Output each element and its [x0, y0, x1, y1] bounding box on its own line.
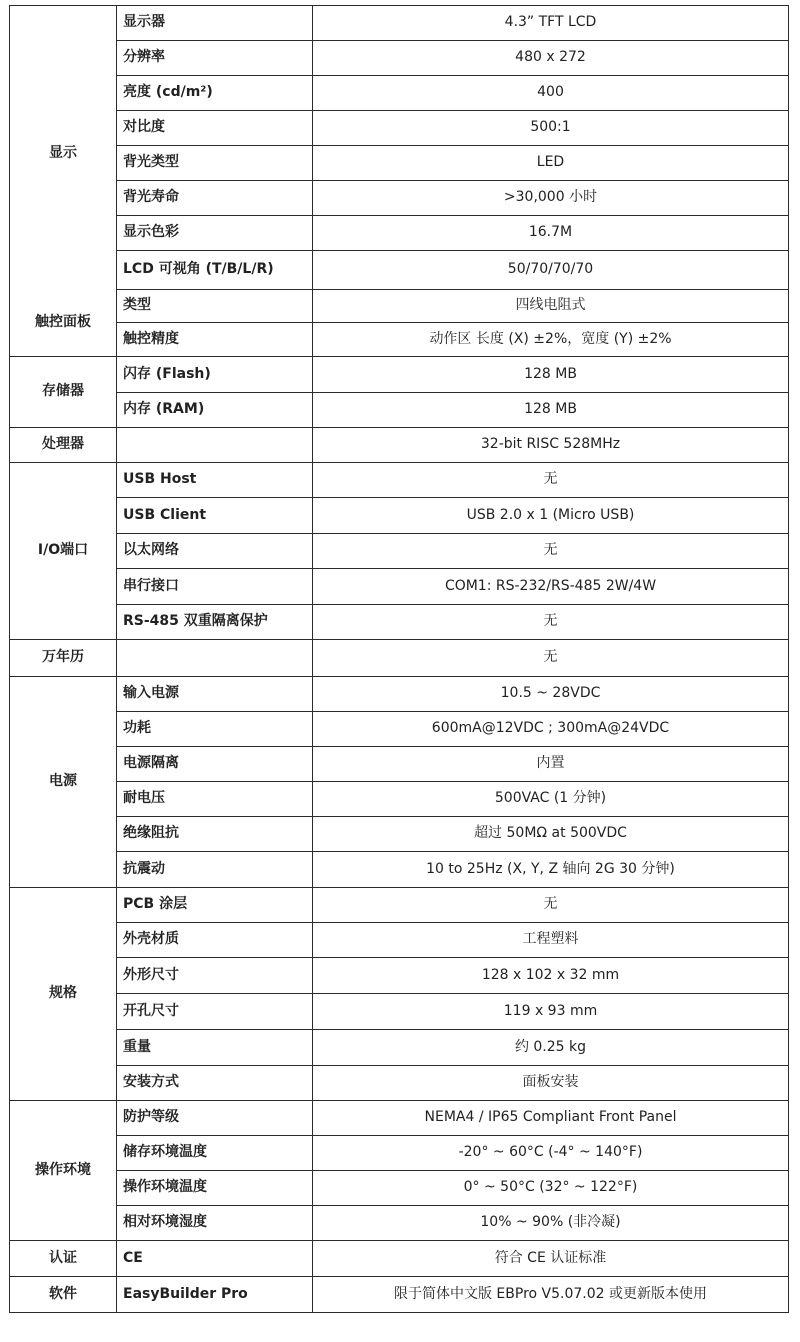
spec-label: 储存环境温度 [117, 1136, 313, 1171]
spec-label-empty [117, 428, 313, 463]
spec-label: 外壳材质 [117, 923, 313, 958]
table-row [10, 290, 789, 323]
table-row [10, 1277, 789, 1313]
spec-label: 分辨率 [117, 41, 313, 76]
table-row [10, 76, 789, 111]
spec-value: 119 x 93 mm [313, 994, 789, 1030]
spec-label: 绝缘阻抗 [117, 817, 313, 852]
spec-label: 抗震动 [117, 852, 313, 888]
spec-label: 对比度 [117, 111, 313, 146]
spec-value: 四线电阻式 [313, 290, 789, 323]
spec-value: 500:1 [313, 111, 789, 146]
table-row [10, 323, 789, 357]
spec-label: PCB 涂层 [117, 888, 313, 923]
spec-label-empty [117, 640, 313, 677]
spec-value: 4.3” TFT LCD [313, 6, 789, 41]
category-processor: 处理器 [10, 428, 117, 463]
spec-value: 16.7M [313, 216, 789, 251]
category-display: 显示 [49, 145, 77, 161]
spec-label: 类型 [117, 290, 313, 323]
spec-value: USB 2.0 x 1 (Micro USB) [313, 498, 789, 534]
category-storage: 存储器 [10, 357, 117, 428]
spec-label: 重量 [117, 1030, 313, 1066]
spec-value: 0° ~ 50°C (32° ~ 122°F) [313, 1171, 789, 1206]
table-row [10, 994, 789, 1030]
spec-value: 工程塑料 [313, 923, 789, 958]
spec-value: 无 [313, 640, 789, 677]
table-row [10, 498, 789, 534]
spec-label: 防护等级 [117, 1101, 313, 1136]
table-row [10, 747, 789, 782]
category-environment: 操作环境 [10, 1101, 117, 1241]
spec-label: 闪存 (Flash) [117, 357, 313, 393]
spec-label: 外形尺寸 [117, 958, 313, 994]
spec-label: 显示色彩 [117, 216, 313, 251]
spec-value: 32-bit RISC 528MHz [313, 428, 789, 463]
table-row [10, 569, 789, 605]
spec-value: 超过 50MΩ at 500VDC [313, 817, 789, 852]
table-row [10, 6, 789, 41]
spec-value: 10.5 ~ 28VDC [313, 677, 789, 712]
spec-value: 600mA@12VDC ; 300mA@24VDC [313, 712, 789, 747]
table-row [10, 817, 789, 852]
spec-label: 输入电源 [117, 677, 313, 712]
category-spec: 规格 [10, 888, 117, 1101]
spec-value: 内置 [313, 747, 789, 782]
spec-value: LED [313, 146, 789, 181]
table-row [10, 463, 789, 498]
table-row [10, 1241, 789, 1277]
spec-label: 背光类型 [117, 146, 313, 181]
spec-value: COM1: RS-232/RS-485 2W/4W [313, 569, 789, 605]
spec-label: 相对环境湿度 [117, 1206, 313, 1241]
spec-label: 亮度 (cd/m²) [117, 76, 313, 111]
spec-label: 触控精度 [117, 323, 313, 357]
spec-value: -20° ~ 60°C (-4° ~ 140°F) [313, 1136, 789, 1171]
spec-label: USB Client [117, 498, 313, 534]
category-io: I/O端口 [10, 463, 117, 640]
spec-value: 500VAC (1 分钟) [313, 782, 789, 817]
spec-label: 串行接口 [117, 569, 313, 605]
table-row [10, 888, 789, 923]
spec-label: RS-485 双重隔离保护 [117, 605, 313, 640]
table-row [10, 357, 789, 393]
table-row [10, 677, 789, 712]
spec-value: 128 MB [313, 393, 789, 428]
table-row [10, 605, 789, 640]
spec-label: 显示器 [117, 6, 313, 41]
spec-value: NEMA4 / IP65 Compliant Front Panel [313, 1101, 789, 1136]
spec-value: >30,000 小时 [313, 181, 789, 216]
category-power: 电源 [10, 677, 117, 888]
table-row [10, 1171, 789, 1206]
spec-label: 耐电压 [117, 782, 313, 817]
table-row [10, 782, 789, 817]
spec-value: 动作区 长度 (X) ±2%，宽度 (Y) ±2% [313, 323, 789, 357]
table-row [10, 852, 789, 888]
table-row [10, 111, 789, 146]
spec-value: 480 x 272 [313, 41, 789, 76]
table-row [10, 146, 789, 181]
spec-value: 面板安装 [313, 1066, 789, 1101]
spec-value: 约 0.25 kg [313, 1030, 789, 1066]
spec-value: 无 [313, 463, 789, 498]
table-row [10, 958, 789, 994]
spec-label: 内存 (RAM) [117, 393, 313, 428]
table-row [10, 393, 789, 428]
category-software: 软件 [10, 1277, 117, 1313]
spec-value: 符合 CE 认证标准 [313, 1241, 789, 1277]
table-row [10, 1206, 789, 1241]
spec-value: 400 [313, 76, 789, 111]
table-row [10, 41, 789, 76]
spec-label: 开孔尺寸 [117, 994, 313, 1030]
table-row [10, 1101, 789, 1136]
spec-value: 10% ~ 90% (非冷凝) [313, 1206, 789, 1241]
category-touch-panel: 触控面板 [35, 314, 91, 330]
spec-table [9, 5, 789, 1313]
spec-label: 背光寿命 [117, 181, 313, 216]
spec-label: USB Host [117, 463, 313, 498]
spec-value: 128 x 102 x 32 mm [313, 958, 789, 994]
table-row [10, 1136, 789, 1171]
spec-value: 限于简体中文版 EBPro V5.07.02 或更新版本使用 [313, 1277, 789, 1313]
table-row [10, 923, 789, 958]
category-calendar: 万年历 [10, 640, 117, 677]
spec-value: 10 to 25Hz (X, Y, Z 轴向 2G 30 分钟) [313, 852, 789, 888]
spec-label: 操作环境温度 [117, 1171, 313, 1206]
spec-label: LCD 可视角 (T/B/L/R) [117, 251, 313, 290]
table-row [10, 1030, 789, 1066]
spec-label: 安装方式 [117, 1066, 313, 1101]
spec-value: 50/70/70/70 [313, 251, 789, 290]
spec-value: 无 [313, 888, 789, 923]
table-row [10, 251, 789, 290]
table-row [10, 640, 789, 677]
table-row [10, 428, 789, 463]
category-certification: 认证 [10, 1241, 117, 1277]
category-display-touch [10, 6, 117, 357]
spec-value: 128 MB [313, 357, 789, 393]
table-row [10, 1066, 789, 1101]
spec-label: 以太网络 [117, 534, 313, 569]
spec-label: 电源隔离 [117, 747, 313, 782]
spec-value: 无 [313, 605, 789, 640]
table-row [10, 216, 789, 251]
spec-label: CE [117, 1241, 313, 1277]
spec-label: EasyBuilder Pro [117, 1277, 313, 1313]
spec-label: 功耗 [117, 712, 313, 747]
table-row [10, 181, 789, 216]
spec-value: 无 [313, 534, 789, 569]
table-row [10, 712, 789, 747]
table-row [10, 534, 789, 569]
